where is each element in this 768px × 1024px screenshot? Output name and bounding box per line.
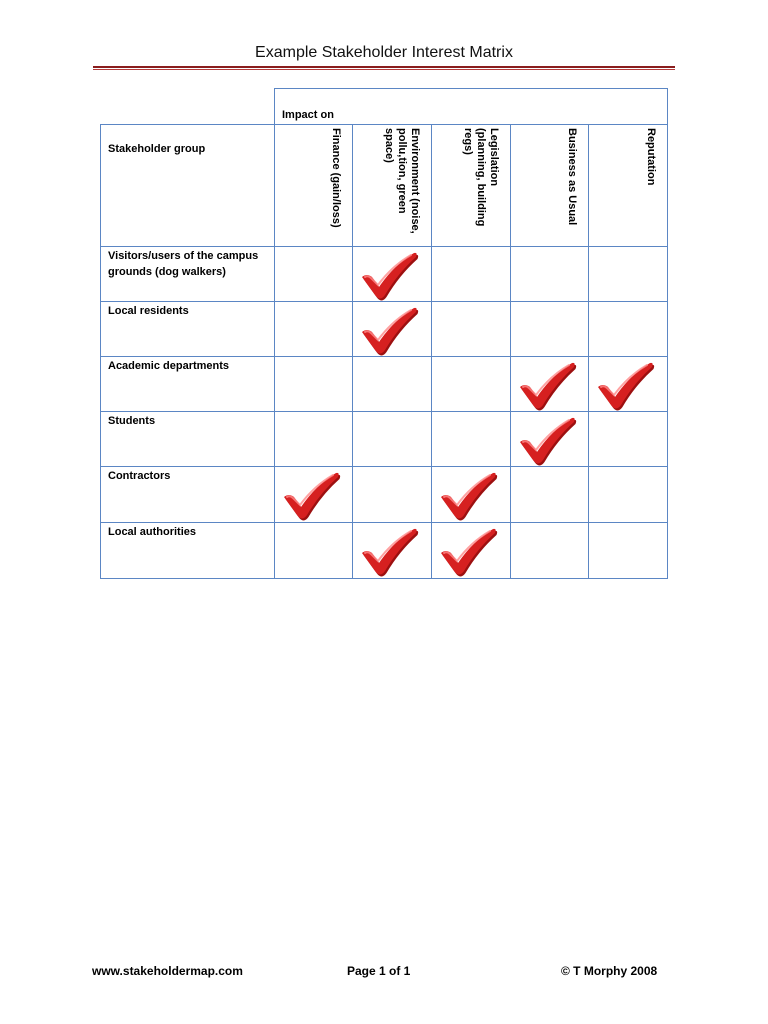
stakeholder-group-label: Stakeholder group bbox=[108, 143, 206, 155]
grid-line-row bbox=[100, 578, 668, 579]
checkmark-icon bbox=[358, 304, 420, 356]
footer-website: www.stakeholdermap.com bbox=[92, 964, 243, 978]
grid-line-row bbox=[100, 466, 668, 467]
grid-line-top bbox=[274, 88, 668, 89]
document-title: Example Stakeholder Interest Matrix bbox=[255, 44, 513, 61]
stakeholder-row-label: Visitors/users of the campus grounds (dog walkers) bbox=[108, 250, 259, 278]
col-reputation-header: Reputation bbox=[645, 128, 657, 186]
checkmark-icon bbox=[437, 469, 499, 521]
grid-line-row bbox=[100, 522, 668, 523]
checkmark-icon bbox=[280, 469, 342, 521]
col-finance-header: Finance (gain/loss) bbox=[330, 128, 342, 228]
title-rule-thin bbox=[93, 69, 675, 70]
grid-line-col bbox=[100, 124, 101, 579]
grid-line-col bbox=[510, 124, 511, 579]
checkmark-icon bbox=[437, 525, 499, 577]
checkmark-icon bbox=[516, 359, 578, 411]
checkmark-icon bbox=[516, 414, 578, 466]
grid-line-row bbox=[100, 301, 668, 302]
grid-line-col bbox=[352, 124, 353, 579]
stakeholder-row-label: Students bbox=[108, 415, 156, 427]
grid-line-row bbox=[100, 356, 668, 357]
col-business-as-usual-header: Business as Usual bbox=[566, 128, 578, 226]
stakeholder-row-label: Academic departments bbox=[108, 360, 230, 372]
grid-line-impact-left bbox=[274, 88, 275, 124]
stakeholder-row-label: Local authorities bbox=[108, 526, 197, 538]
col-environment-header: Environment (noise, pollu,tion, green space) bbox=[383, 128, 421, 234]
impact-on-label: Impact on bbox=[282, 109, 334, 121]
grid-line-col bbox=[274, 124, 275, 579]
grid-line-row bbox=[100, 124, 668, 125]
checkmark-icon bbox=[358, 249, 420, 301]
title-rule bbox=[93, 66, 675, 68]
grid-line-row bbox=[100, 246, 668, 247]
grid-line-col bbox=[431, 124, 432, 579]
stakeholder-row-label: Contractors bbox=[108, 470, 171, 482]
grid-line-row bbox=[100, 411, 668, 412]
col-legislation-header: Legislation (planning, building regs) bbox=[462, 128, 500, 227]
checkmark-icon bbox=[594, 359, 656, 411]
grid-line-col bbox=[667, 124, 668, 579]
grid-line-col bbox=[588, 124, 589, 579]
footer-page-number: Page 1 of 1 bbox=[347, 964, 411, 978]
footer-copyright: © T Morphy 2008 bbox=[561, 964, 658, 978]
checkmark-icon bbox=[358, 525, 420, 577]
grid-line-impact-right bbox=[667, 88, 668, 124]
stakeholder-row-label: Local residents bbox=[108, 305, 189, 317]
